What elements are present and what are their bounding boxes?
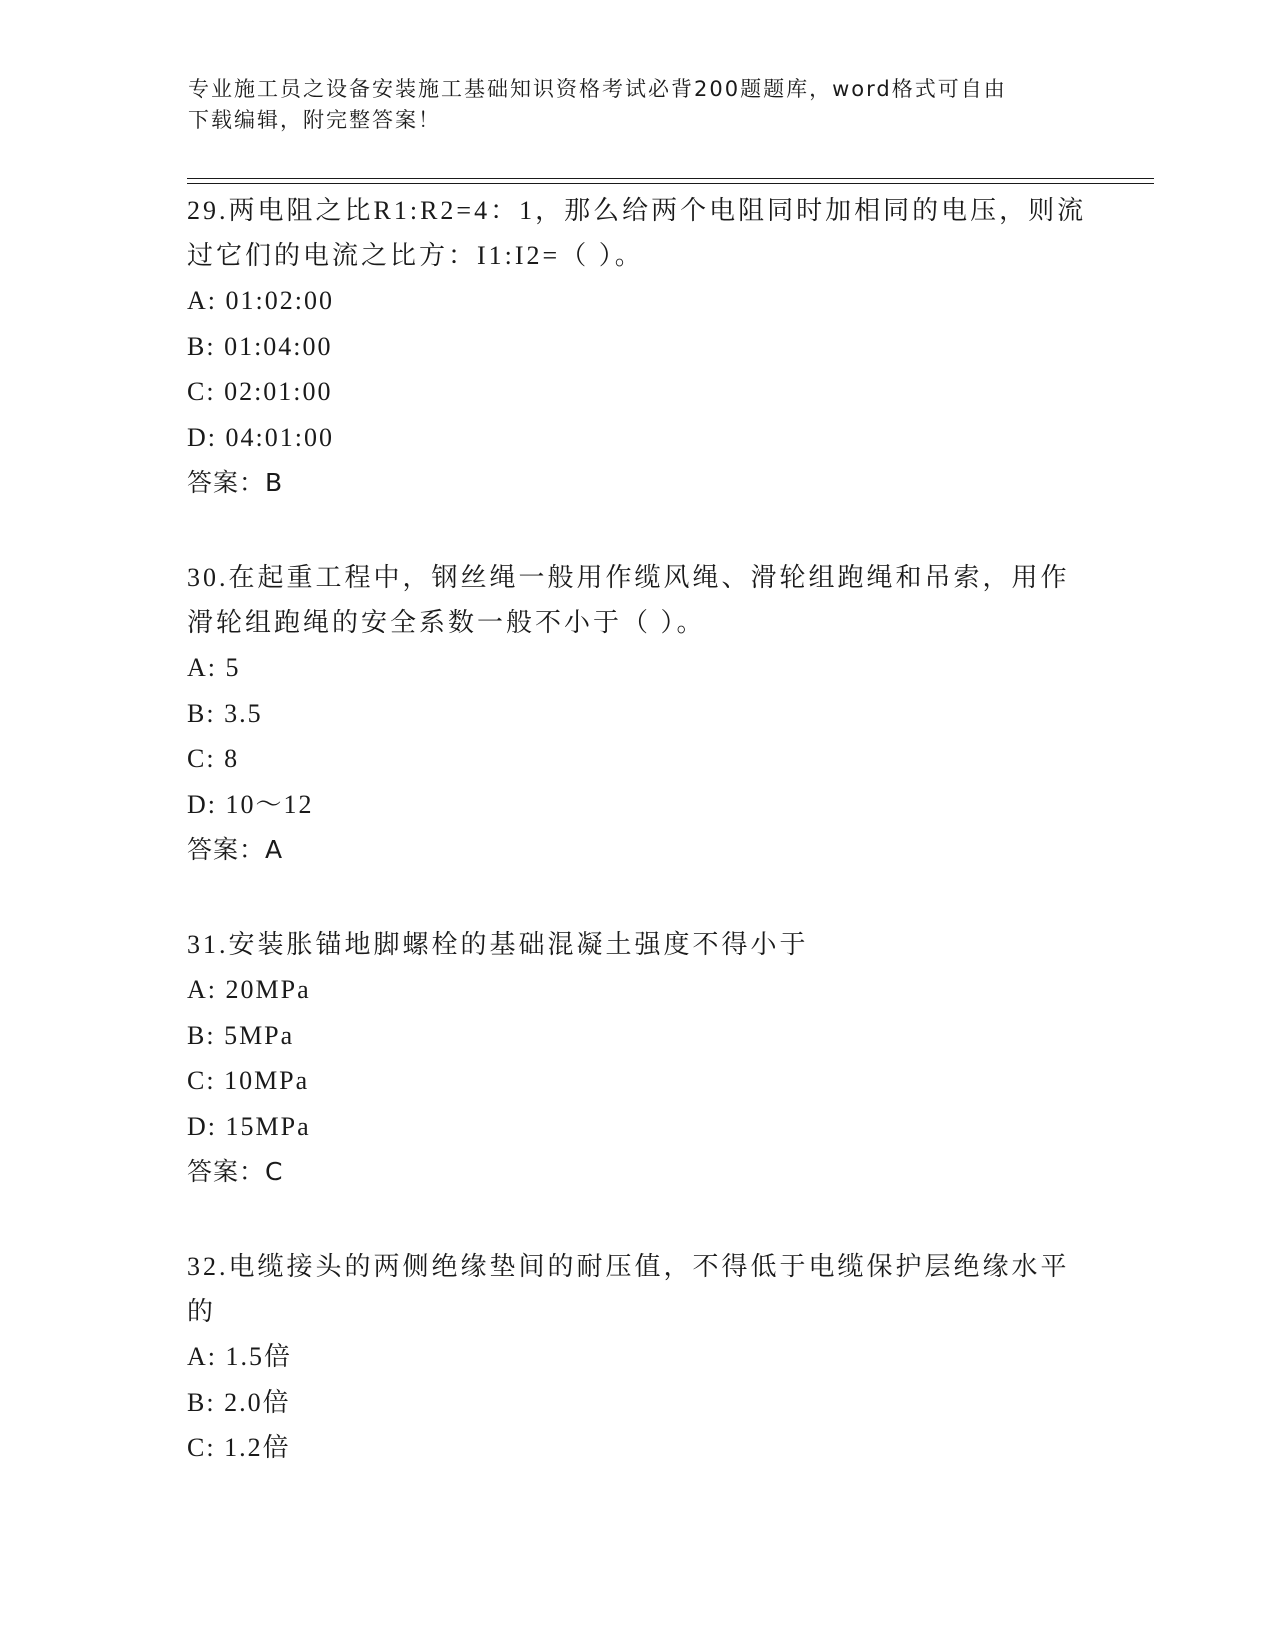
answer-line: 答案：A xyxy=(187,835,284,864)
header-line-1: 专业施工员之设备安装施工基础知识资格考试必背200题题库，word格式可自由 xyxy=(188,77,1007,101)
option-a: A: 5 xyxy=(187,653,241,682)
option-d: D: 10～12 xyxy=(187,789,314,819)
option-b: B: 01:04:00 xyxy=(187,331,333,361)
question-29 xyxy=(187,188,1087,506)
question-stem-line: 31.安装胀锚地脚螺栓的基础混凝土强度不得小于 xyxy=(187,930,809,959)
option-c: C: 10MPa xyxy=(187,1066,310,1095)
question-stem-line: 过它们的电流之比方：I1:I2=（ ）。 xyxy=(187,241,644,270)
option-a: A: 01:02:00 xyxy=(187,286,334,315)
question-31 xyxy=(187,922,1087,1195)
header-divider-bottom xyxy=(187,183,1154,184)
question-stem-line: 30.在起重工程中，钢丝绳一般用作缆风绳、滑轮组跑绳和吊索，用作 xyxy=(187,563,1070,592)
option-a: A: 1.5倍 xyxy=(187,1342,293,1371)
answer-line: 答案：B xyxy=(187,468,284,497)
option-b: B: 2.0倍 xyxy=(187,1387,291,1417)
option-c: C: 1.2倍 xyxy=(187,1433,291,1462)
question-stem-line: 滑轮组跑绳的安全系数一般不小于（ ）。 xyxy=(187,608,706,637)
option-d: D: 04:01:00 xyxy=(187,422,334,452)
option-b: B: 3.5 xyxy=(187,698,263,728)
option-d: D: 15MPa xyxy=(187,1111,311,1141)
question-list xyxy=(187,188,1087,1520)
question-stem-line: 的 xyxy=(187,1297,217,1326)
option-c: C: 02:01:00 xyxy=(187,377,333,406)
header-line-2: 下载编辑，附完整答案！ xyxy=(188,108,441,132)
question-stem-line: 29.两电阻之比R1:R2=4：1，那么给两个电阻同时加相同的电压，则流 xyxy=(187,196,1087,225)
question-stem-line: 32.电缆接头的两侧绝缘垫间的耐压值，不得低于电缆保护层绝缘水平 xyxy=(187,1252,1070,1281)
question-32 xyxy=(187,1244,1087,1471)
answer-line: 答案：C xyxy=(187,1157,284,1186)
document-header xyxy=(188,74,1088,136)
option-a: A: 20MPa xyxy=(187,975,311,1004)
header-divider-top xyxy=(187,178,1154,179)
option-b: B: 5MPa xyxy=(187,1020,295,1050)
question-30 xyxy=(187,555,1087,873)
option-c: C: 8 xyxy=(187,744,240,773)
